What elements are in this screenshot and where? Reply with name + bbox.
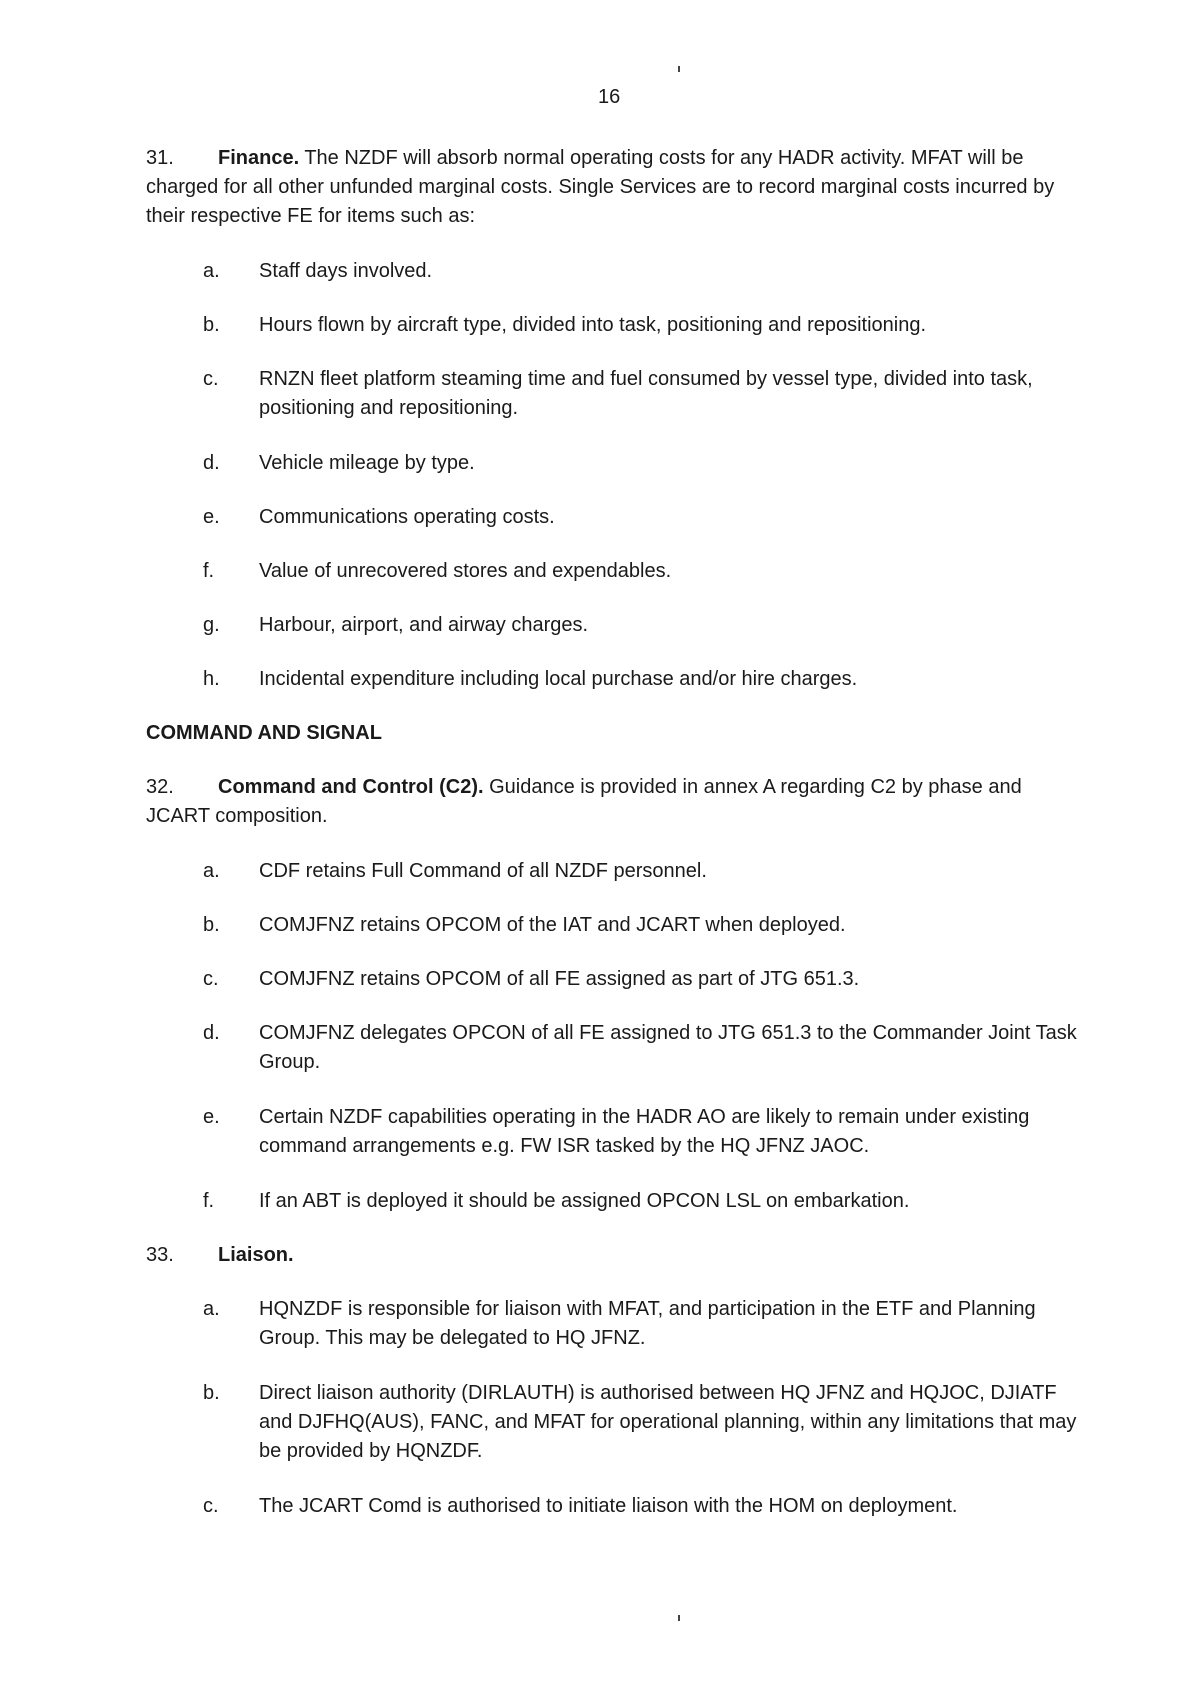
item-letter: b. <box>203 1382 220 1404</box>
item-text: The JCART Comd is authorised to initiate liaison with the HOM on deployment. <box>259 1495 958 1517</box>
list-item <box>203 611 1083 640</box>
item-letter: f. <box>203 1190 215 1212</box>
item-text: Value of unrecovered stores and expendables. <box>259 560 672 582</box>
item-letter: c. <box>203 368 219 390</box>
list-item <box>203 1295 1083 1353</box>
list-item <box>203 1103 1083 1161</box>
list-item <box>203 311 1083 340</box>
item-text: Harbour, airport, and airway charges. <box>259 614 589 636</box>
item-text: If an ABT is deployed it should be assigned OPCON LSL on embarkation. <box>259 1190 910 1212</box>
item-text: Staff days involved. <box>259 260 433 282</box>
paragraph-number: 33. <box>146 1244 174 1266</box>
item-letter: d. <box>203 1022 220 1044</box>
item-text: Certain NZDF capabilities operating in the HADR AO are likely to remain under existing command arrangements e.g. FW ISR tasked by the HQ JFNZ JAOC. <box>259 1106 1030 1157</box>
item-letter: a. <box>203 260 220 282</box>
item-text: Vehicle mileage by type. <box>259 452 475 474</box>
list-item <box>203 557 1083 586</box>
paragraph-number: 32. <box>146 776 174 798</box>
paragraph-text: The NZDF will absorb normal operating costs for any HADR activity. MFAT will be charged for all other unfunded marginal costs. Single Services are to record marginal costs incurred by their respective FE for items such as: <box>146 147 1055 227</box>
list-item <box>203 1379 1083 1466</box>
list-item <box>203 1492 1083 1521</box>
item-letter: g. <box>203 614 220 636</box>
item-letter: c. <box>203 968 219 990</box>
item-text: Incidental expenditure including local purchase and/or hire charges. <box>259 668 858 690</box>
item-letter: e. <box>203 506 220 528</box>
item-letter: d. <box>203 452 220 474</box>
list-item <box>203 365 1083 423</box>
item-text: Hours flown by aircraft type, divided into task, positioning and repositioning. <box>259 314 927 336</box>
list-item <box>203 1187 1083 1216</box>
item-text: Direct liaison authority (DIRLAUTH) is authorised between HQ JFNZ and HQJOC, DJIATF and DJFHQ(AUS), FANC, and MFAT for operational planning, within any limitations that may be provided by HQNZDF. <box>259 1382 1077 1462</box>
paragraph-heading: Command and Control (C2). <box>218 776 484 798</box>
item-letter: e. <box>203 1106 220 1128</box>
item-text: Communications operating costs. <box>259 506 555 528</box>
list-item <box>203 1019 1083 1077</box>
list-item <box>203 503 1083 532</box>
item-text: HQNZDF is responsible for liaison with MFAT, and participation in the ETF and Planning Group. This may be delegated to HQ JFNZ. <box>259 1298 1036 1349</box>
section-heading: COMMAND AND SIGNAL <box>146 722 382 744</box>
list-item <box>203 257 1083 286</box>
item-letter: a. <box>203 1298 220 1320</box>
page-number: 16 <box>598 86 621 108</box>
list-item <box>203 857 1083 886</box>
list-item <box>203 665 1083 694</box>
item-text: CDF retains Full Command of all NZDF personnel. <box>259 860 707 882</box>
item-text: COMJFNZ retains OPCOM of the IAT and JCART when deployed. <box>259 914 846 936</box>
scan-mark-bottom <box>678 1615 680 1621</box>
item-text: COMJFNZ retains OPCOM of all FE assigned as part of JTG 651.3. <box>259 968 860 990</box>
item-text: RNZN fleet platform steaming time and fuel consumed by vessel type, divided into task, positioning and repositioning. <box>259 368 1033 419</box>
list-item <box>203 449 1083 478</box>
item-letter: b. <box>203 914 220 936</box>
list-item <box>203 965 1083 994</box>
scan-mark-top <box>678 66 680 72</box>
item-letter: c. <box>203 1495 219 1517</box>
paragraph-text: Guidance is provided in annex A regarding C2 by phase and JCART composition. <box>146 776 1022 827</box>
item-letter: b. <box>203 314 220 336</box>
item-letter: h. <box>203 668 220 690</box>
paragraph-number: 31. <box>146 147 174 169</box>
list-item <box>203 911 1083 940</box>
item-text: COMJFNZ delegates OPCON of all FE assigned to JTG 651.3 to the Commander Joint Task Group. <box>259 1022 1077 1073</box>
item-letter: f. <box>203 560 215 582</box>
paragraph-32 <box>146 773 1066 831</box>
paragraph-heading: Liaison. <box>218 1244 294 1266</box>
paragraph-33 <box>146 1241 1066 1270</box>
paragraph-31 <box>146 144 1066 231</box>
paragraph-heading: Finance. <box>218 147 300 169</box>
item-letter: a. <box>203 860 220 882</box>
